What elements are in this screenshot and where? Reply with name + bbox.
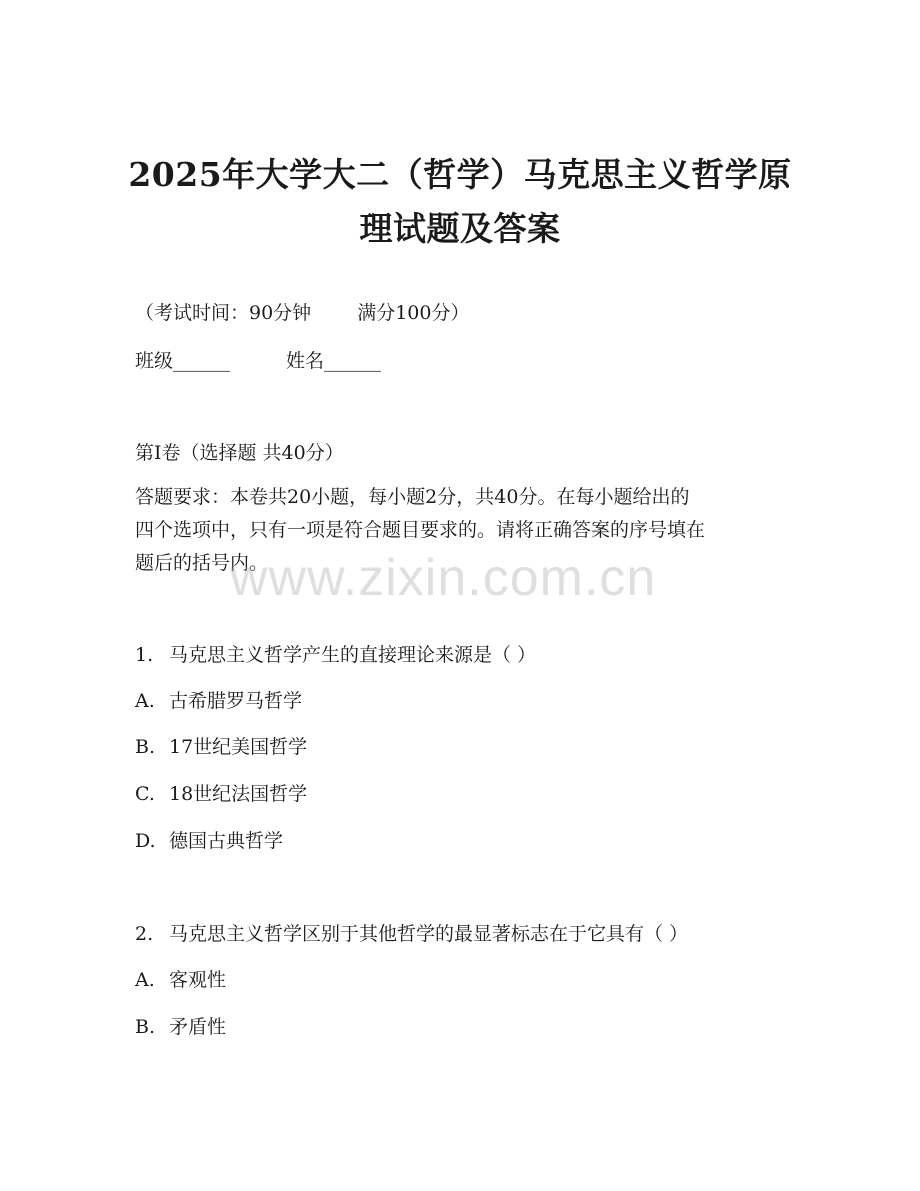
question-2-option-b	[135, 1012, 226, 1042]
option-text: 18世纪法国哲学	[169, 783, 308, 805]
student-info	[135, 346, 381, 376]
question-text: 马克思主义哲学产生的直接理论来源是（ ）	[169, 644, 537, 666]
instructions	[135, 481, 795, 580]
question-2-option-a	[135, 965, 226, 995]
option-letter: A.	[135, 969, 155, 991]
option-text: 德国古典哲学	[169, 830, 284, 852]
question-1-option-b	[135, 732, 307, 762]
title-line-1: 2025年大学大二（哲学）马克思主义哲学原	[128, 155, 792, 194]
title-line-2: 理试题及答案	[359, 209, 561, 248]
question-1-option-a	[135, 686, 302, 716]
option-letter: D.	[135, 830, 156, 852]
instruction-line-3: 题后的括号内。	[135, 552, 269, 574]
document-title	[60, 148, 860, 256]
question-text: 马克思主义哲学区别于其他哲学的最显著标志在于它具有（ ）	[169, 923, 689, 945]
question-1	[135, 640, 536, 670]
option-text: 17世纪美国哲学	[169, 736, 308, 758]
exam-score: 满分100分）	[357, 302, 470, 324]
question-1-option-c	[135, 779, 307, 809]
instruction-line-1: 答题要求：本卷共20小题，每小题2分，共40分。在每小题给出的	[135, 486, 690, 508]
option-letter: B.	[135, 736, 156, 758]
option-letter: C.	[135, 783, 155, 805]
instruction-line-2: 四个选项中，只有一项是符合题目要求的。请将正确答案的序号填在	[135, 519, 706, 541]
option-text: 古希腊罗马哲学	[169, 690, 303, 712]
question-number: 2.	[135, 923, 154, 945]
name-field: 姓名______	[286, 350, 382, 372]
question-2	[135, 919, 688, 949]
question-1-option-d	[135, 826, 283, 856]
exam-time: （考试时间：90分钟	[135, 302, 312, 324]
class-field: 班级______	[135, 350, 231, 372]
watermark: www.zixin.com.cn	[230, 549, 657, 607]
option-letter: B.	[135, 1016, 156, 1038]
option-letter: A.	[135, 690, 155, 712]
option-text: 矛盾性	[169, 1016, 227, 1038]
section-heading: 第I卷（选择题 共40分）	[135, 442, 344, 464]
question-number: 1.	[135, 644, 154, 666]
option-text: 客观性	[169, 969, 227, 991]
exam-info	[135, 298, 469, 328]
